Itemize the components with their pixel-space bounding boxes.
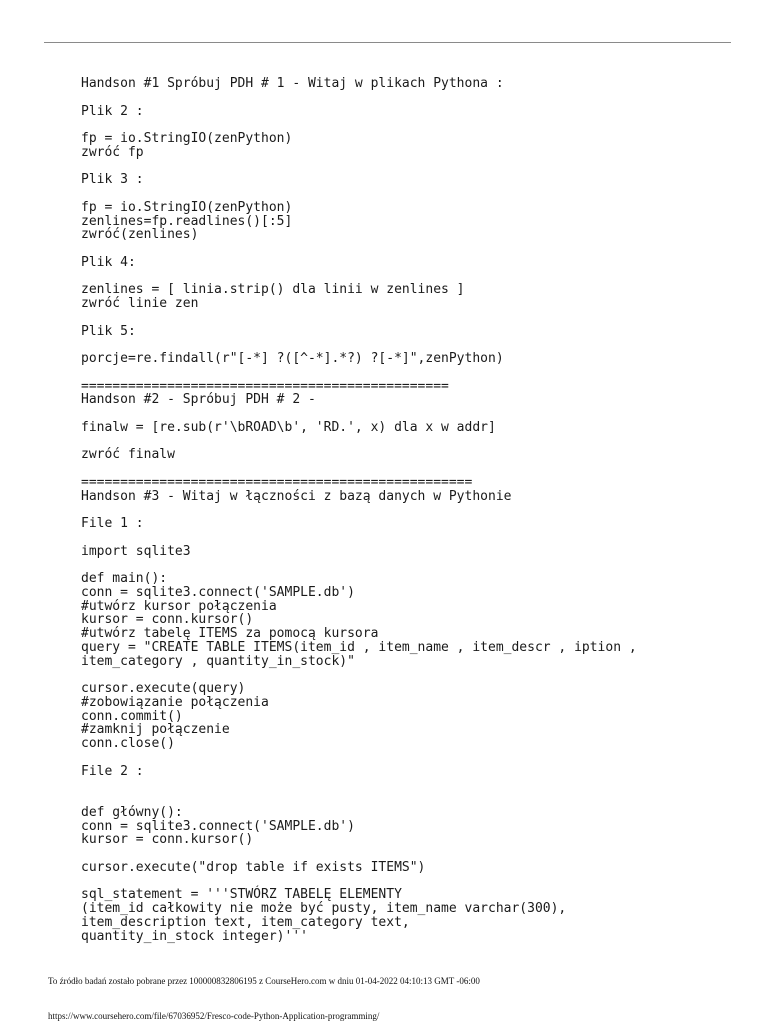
code-line: item_category , quantity_in_stock)" [81, 653, 355, 669]
code-line: #utwórz tabelę ITEMS za pomocą kursora [81, 626, 379, 641]
code-line: File 2 : [81, 763, 144, 779]
code-line: zwróć finalw [81, 447, 175, 463]
code-line: def główny(): [81, 804, 183, 820]
code-line [81, 847, 741, 861]
code-line [81, 503, 741, 517]
code-line: #zobowiązanie połączenia [81, 694, 269, 710]
code-line: File 1 : [81, 516, 144, 531]
source-note: To źródło badań zostało pobrane przez 100000832806195 z CourseHero.com w dniu 01-04-2022 04:10:13 GMT -06:00 [48, 976, 480, 986]
code-line: conn = sqlite3.connect('SAMPLE.db') [81, 584, 355, 600]
code-line: porcje=re.findall(r"[-*] ?([^-*].*?) ?[-*]",zenPython) [81, 351, 504, 366]
code-line: fp = io.StringIO(zenPython) [81, 131, 293, 146]
code-line [81, 462, 741, 476]
code-line: quantity_in_stock integer)''' [81, 928, 308, 944]
code-line [81, 435, 741, 449]
code-line: Handson #2 - Spróbuj PDH # 2 - [81, 392, 316, 408]
code-line: #utwórz kursor połączenia [81, 598, 277, 614]
code-line: Plik 3 : [81, 172, 144, 188]
code-line [81, 751, 741, 765]
code-line [81, 160, 741, 174]
code-line [81, 242, 741, 256]
code-line [81, 91, 741, 105]
code-line [81, 407, 741, 421]
code-line [81, 558, 741, 572]
code-line: Handson #3 - Witaj w łączności z bazą danych w Pythonie [81, 488, 512, 504]
header-divider [44, 42, 731, 43]
code-line [81, 270, 741, 284]
code-line: import sqlite3 [81, 543, 191, 559]
code-line [81, 338, 741, 352]
code-line: conn.commit() [81, 708, 183, 724]
code-line: zenlines=fp.readlines()[:5] [81, 213, 293, 229]
code-line [81, 366, 741, 380]
code-line [81, 792, 741, 806]
code-line: fp = io.StringIO(zenPython) [81, 199, 293, 215]
code-line [81, 118, 741, 132]
code-line: query = "CREATE TABLE ITEMS(item_id , item_name , item_descr , iption , [81, 639, 637, 655]
code-line: zenlines = [ linia.strip() dla linii w zenlines ] [81, 282, 465, 298]
code-line: zwróć(zenlines) [81, 227, 199, 243]
code-line: sql_statement = '''STWÓRZ TABELĘ ELEMENTY [81, 887, 402, 903]
code-line: Plik 4: [81, 254, 136, 270]
code-line: zwróć fp [81, 144, 144, 160]
code-line: zwróć linie zen [81, 296, 199, 311]
code-line [81, 187, 741, 201]
code-line: (item_id całkowity nie może być pusty, item_name varchar(300), [81, 901, 567, 916]
code-line: =============================================== [81, 378, 449, 394]
code-line: def main(): [81, 571, 168, 586]
source-url[interactable]: https://www.coursehero.com/file/67036952/Fresco-code-Python-Application-programming/ [48, 1011, 380, 1021]
code-content [81, 77, 741, 943]
code-line: #zamknij połączenie [81, 722, 230, 738]
code-line: item_description text, item_category text, [81, 914, 410, 930]
code-line: cursor.execute(query) [81, 681, 246, 696]
code-line: finalw = [re.sub(r'\bROAD\b', 'RD.', x) dla x w addr] [81, 419, 496, 435]
code-line [81, 668, 741, 682]
code-line [81, 778, 741, 792]
code-line: kursor = conn.kursor() [81, 612, 254, 628]
code-line: Plik 2 : [81, 103, 144, 119]
code-line: ================================================== [81, 474, 473, 490]
code-line: conn = sqlite3.connect('SAMPLE.db') [81, 818, 355, 834]
code-line [81, 311, 741, 325]
code-line: cursor.execute("drop table if exists ITEMS") [81, 859, 426, 875]
code-line: Plik 5: [81, 323, 136, 339]
code-line: conn.close() [81, 736, 175, 751]
code-line [81, 531, 741, 545]
code-line: kursor = conn.kursor() [81, 832, 254, 848]
code-line: Handson #1 Spróbuj PDH # 1 - Witaj w plikach Pythona : [81, 76, 504, 91]
